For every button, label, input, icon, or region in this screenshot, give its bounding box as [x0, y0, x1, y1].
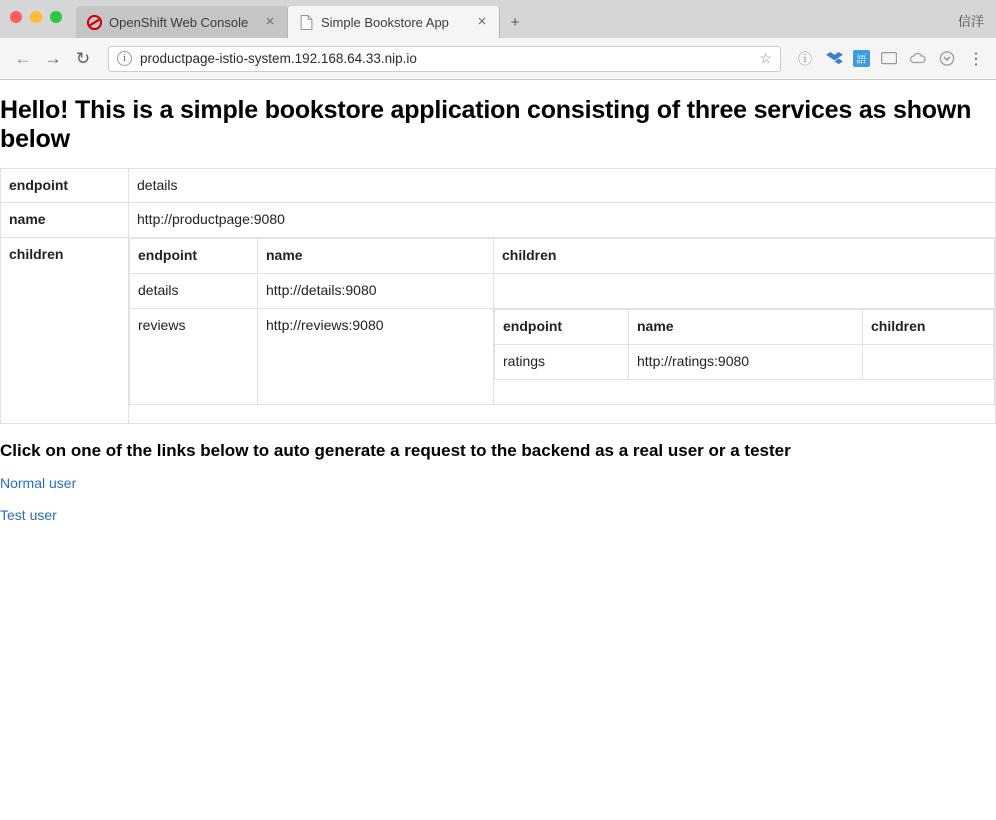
col-header-name: name [629, 310, 863, 345]
table-row [130, 274, 995, 309]
cloud-extension-icon[interactable] [908, 49, 928, 69]
normal-user-link[interactable]: Normal user [0, 474, 77, 491]
col-header-endpoint: endpoint [495, 310, 629, 345]
table-header-row [130, 239, 995, 274]
cell-name-reviews: http://reviews:9080 [258, 309, 494, 405]
close-icon[interactable]: × [265, 13, 275, 30]
close-window-button[interactable] [10, 11, 22, 23]
page-icon [298, 14, 314, 30]
cell-children-details [494, 274, 995, 309]
cell-name-ratings: http://ratings:9080 [629, 344, 863, 379]
cell-children-ratings [863, 344, 994, 379]
table-header-row [495, 310, 994, 345]
minimize-window-button[interactable] [30, 11, 42, 23]
extension-icons [791, 49, 986, 69]
forward-button[interactable]: → [44, 48, 62, 68]
address-bar[interactable] [108, 46, 781, 72]
children-table [129, 238, 995, 405]
col-header-endpoint: endpoint [130, 239, 258, 274]
tab-bar [0, 0, 996, 38]
tab-openshift-web-console[interactable] [76, 6, 288, 38]
cell-endpoint-ratings: ratings [495, 344, 629, 379]
tab-title: OpenShift Web Console [109, 14, 249, 30]
row-label-name: name [1, 203, 129, 238]
row-label-endpoint: endpoint [1, 168, 129, 203]
input-method-indicator: 信洋 [957, 14, 984, 29]
url-text[interactable]: productpage-istio-system.192.168.64.33.nip.io [140, 51, 417, 66]
tab-strip [76, 0, 530, 38]
cast-extension-icon[interactable] [879, 49, 899, 69]
row-value-name: http://productpage:9080 [129, 203, 996, 238]
service-graph-table [0, 168, 996, 424]
children-cell [129, 238, 996, 424]
table-row [1, 203, 996, 238]
page-title: Hello! This is a simple bookstore application consisting of three services as shown below [0, 96, 972, 153]
cell-children-reviews [494, 309, 995, 405]
site-info-icon[interactable]: i [117, 51, 132, 66]
openshift-icon [86, 14, 102, 30]
bookmark-star-icon[interactable]: ☆ [759, 50, 772, 66]
chrome-menu-icon[interactable]: ⋮ [968, 50, 984, 68]
col-header-children: children [863, 310, 994, 345]
maximize-window-button[interactable] [50, 11, 62, 23]
ratings-table [494, 309, 994, 380]
window-traffic-lights [10, 11, 62, 23]
info-extension-icon[interactable]: ⓘ [798, 50, 812, 67]
close-icon[interactable]: × [477, 13, 487, 30]
cell-name-details: http://details:9080 [258, 274, 494, 309]
back-button[interactable]: ← [14, 48, 32, 68]
dropbox-extension-icon[interactable] [824, 49, 844, 69]
cell-endpoint-reviews: reviews [130, 309, 258, 405]
table-row [130, 309, 995, 405]
links-prompt: Click on one of the links below to auto generate a request to the backend as a real user or a tester [0, 440, 791, 460]
col-header-name: name [258, 239, 494, 274]
cell-endpoint-details: details [130, 274, 258, 309]
page-content [0, 80, 996, 820]
table-row [1, 168, 996, 203]
table-row [495, 344, 994, 379]
tab-title: Simple Bookstore App [321, 14, 449, 30]
row-value-endpoint: details [129, 168, 996, 203]
test-user-link[interactable]: Test user [0, 506, 57, 523]
browser-toolbar [0, 38, 996, 80]
col-header-children: children [494, 239, 995, 274]
new-tab-button[interactable]: + [510, 13, 520, 31]
translate-extension-icon[interactable]: 語 [853, 50, 870, 67]
tab-simple-bookstore-app[interactable] [288, 6, 500, 38]
table-row [1, 238, 996, 424]
row-label-children: children [1, 238, 129, 424]
pocket-extension-icon[interactable] [937, 49, 957, 69]
reload-button[interactable]: ↻ [75, 48, 91, 68]
